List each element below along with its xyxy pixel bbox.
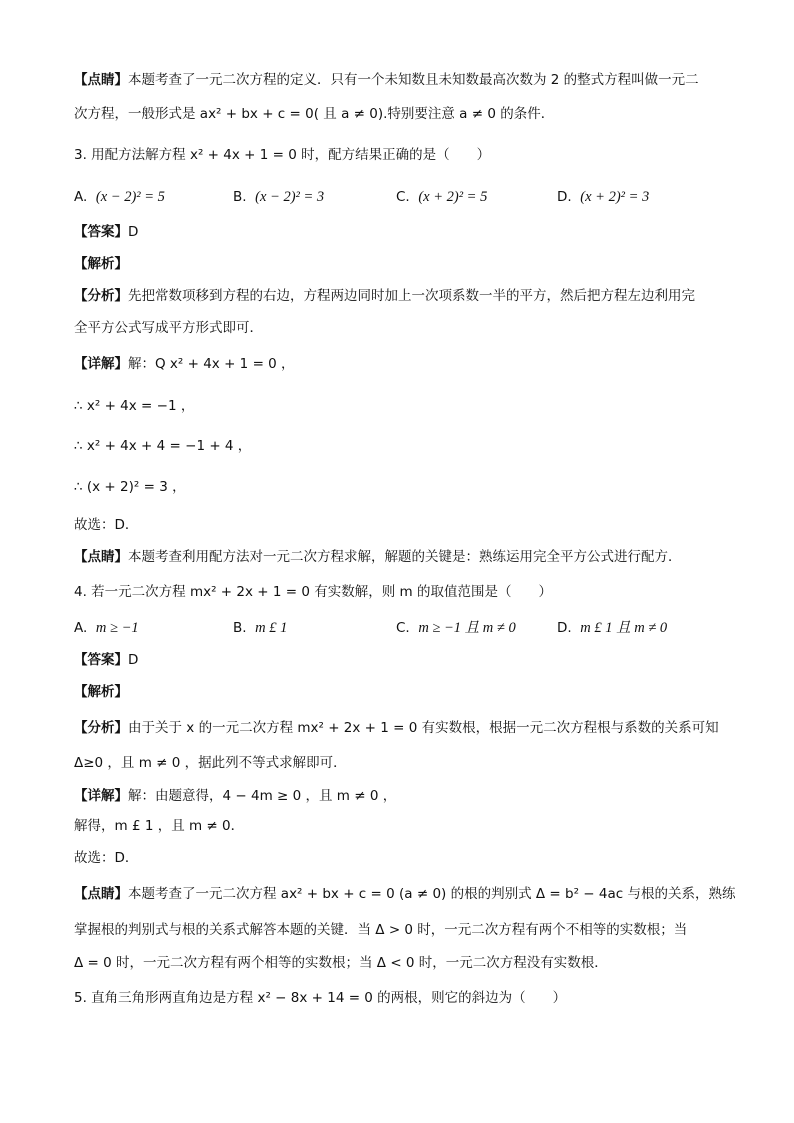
tag-label: 【答案】 xyxy=(74,652,128,668)
line-text: 先把常数项移到方程的右边，方程两边同时加上一次项系数一半的平方，然后把方程左边利用完 xyxy=(128,288,695,304)
line-text: D xyxy=(128,652,139,668)
tag-label: 【解析】 xyxy=(74,684,128,700)
option-text: (x + 2)² = 3 xyxy=(580,189,650,205)
option-label: C. xyxy=(396,189,410,205)
option-text: m ≥ −1 且 m ≠ 0 xyxy=(418,620,516,636)
line-text: 5. 直角三角形两直角边是方程 x² − 8x + 14 = 0 的两根，则它的斜边为（ ） xyxy=(74,990,567,1006)
line-text: 本题考查利用配方法对一元二次方程求解，解题的关键是：熟练运用完全平方公式进行配方． xyxy=(128,549,682,565)
answer-3 xyxy=(74,222,138,242)
question-5 xyxy=(74,988,566,1008)
note-line-2 xyxy=(74,104,554,124)
q4-option-b xyxy=(233,618,287,638)
question-4 xyxy=(74,582,552,602)
line-text: 由于关于 x 的一元二次方程 mx² + 2x + 1 = 0 有实数根，根据一元二次方程根与系数的关系可知 xyxy=(128,720,719,736)
option-text: m £ 1 且 m ≠ 0 xyxy=(580,620,668,636)
line-text: 本题考查了一元二次方程 ax² + bx + c = 0 (a ≠ 0) 的根的判别式 Δ = b² − 4ac 与根的关系，熟练 xyxy=(128,886,736,902)
line-text: Δ≥0 ，且 m ≠ 0 ，据此列不等式求解即可． xyxy=(74,755,347,771)
tag-label: 【点睛】 xyxy=(74,886,128,902)
line-text: 掌握根的判别式与根的关系式解答本题的关键．当 Δ > 0 时，一元二次方程有两个不相等的实数根；当 xyxy=(74,922,688,938)
analysis-4-header xyxy=(74,682,128,702)
q4-option-c xyxy=(396,618,516,638)
q3-option-b xyxy=(233,187,324,207)
tag-label: 【答案】 xyxy=(74,224,128,240)
line-text: 故选：D． xyxy=(74,850,139,866)
detail-3-line-3 xyxy=(74,436,251,456)
q4-option-a xyxy=(74,618,139,638)
option-text: (x + 2)² = 5 xyxy=(418,189,488,205)
line-text: 全平方公式写成平方形式即可． xyxy=(74,320,263,336)
tag-label: 【详解】 xyxy=(74,788,128,804)
line-text: Δ = 0 时，一元二次方程有两个相等的实数根；当 Δ < 0 时，一元二次方程没有实数根． xyxy=(74,955,608,971)
analysis-3-line-2 xyxy=(74,318,263,338)
option-label: A. xyxy=(74,620,88,636)
detail-3-line-1 xyxy=(74,354,295,374)
tag-label: 【点睛】 xyxy=(74,549,128,565)
tag-label: 【分析】 xyxy=(74,720,128,736)
q4-option-d xyxy=(557,618,667,638)
note-4-line-2 xyxy=(74,920,687,940)
analysis-3-header xyxy=(74,254,128,274)
detail-4-conclusion xyxy=(74,848,138,868)
tag-label: 【详解】 xyxy=(74,356,128,372)
option-text: (x − 2)² = 3 xyxy=(255,189,325,205)
note-3 xyxy=(74,547,682,567)
line-text: 3. 用配方法解方程 x² + 4x + 1 = 0 时，配方结果正确的是（ ） xyxy=(74,147,491,163)
tag-label: 【点睛】 xyxy=(74,72,128,88)
option-text: m ≥ −1 xyxy=(95,620,139,636)
analysis-4-line-1 xyxy=(74,718,719,738)
detail-3-conclusion xyxy=(74,515,138,535)
option-label: D. xyxy=(557,189,572,205)
tag-label: 【解析】 xyxy=(74,256,128,272)
note-line-1 xyxy=(74,70,699,90)
option-text: m £ 1 xyxy=(255,620,288,636)
line-text: ∴ x² + 4x = −1 ， xyxy=(74,398,195,414)
q3-option-a xyxy=(74,187,165,207)
option-label: C. xyxy=(396,620,410,636)
line-text: 本题考查了一元二次方程的定义．只有一个未知数且未知数最高次数为 2 的整式方程叫做一元二 xyxy=(128,72,699,88)
line-text: D xyxy=(128,224,139,240)
line-text: ∴ x² + 4x + 4 = −1 + 4 ， xyxy=(74,438,252,454)
q3-option-c xyxy=(396,187,487,207)
q3-option-d xyxy=(557,187,649,207)
answer-4 xyxy=(74,650,138,670)
detail-3-line-4 xyxy=(74,477,186,497)
line-text: 4. 若一元二次方程 mx² + 2x + 1 = 0 有实数解，则 m 的取值范围是（ ） xyxy=(74,584,552,600)
line-text: 次方程，一般形式是 ax² + bx + c = 0( 且 a ≠ 0).特别要注意 a ≠ 0 的条件． xyxy=(74,106,555,122)
detail-3-line-2 xyxy=(74,396,194,416)
detail-4-line-2 xyxy=(74,816,244,836)
tag-label: 【分析】 xyxy=(74,288,128,304)
detail-4-line-1 xyxy=(74,786,396,806)
option-label: B. xyxy=(233,189,247,205)
note-4-line-1 xyxy=(74,884,735,904)
line-text: 解得，m £ 1 ，且 m ≠ 0． xyxy=(74,818,245,834)
line-text: 解：由题意得，4 − 4m ≥ 0 ，且 m ≠ 0 ， xyxy=(128,788,397,804)
option-label: B. xyxy=(233,620,247,636)
note-4-line-3 xyxy=(74,953,608,973)
option-label: A. xyxy=(74,189,88,205)
question-3 xyxy=(74,145,490,165)
analysis-4-line-2 xyxy=(74,753,347,773)
option-label: D. xyxy=(557,620,572,636)
analysis-3-line-1 xyxy=(74,286,695,306)
line-text: 解：Q x² + 4x + 1 = 0 ， xyxy=(128,356,295,372)
line-text: 故选：D． xyxy=(74,517,139,533)
option-text: (x − 2)² = 5 xyxy=(95,189,165,205)
line-text: ∴ (x + 2)² = 3 ， xyxy=(74,479,186,495)
